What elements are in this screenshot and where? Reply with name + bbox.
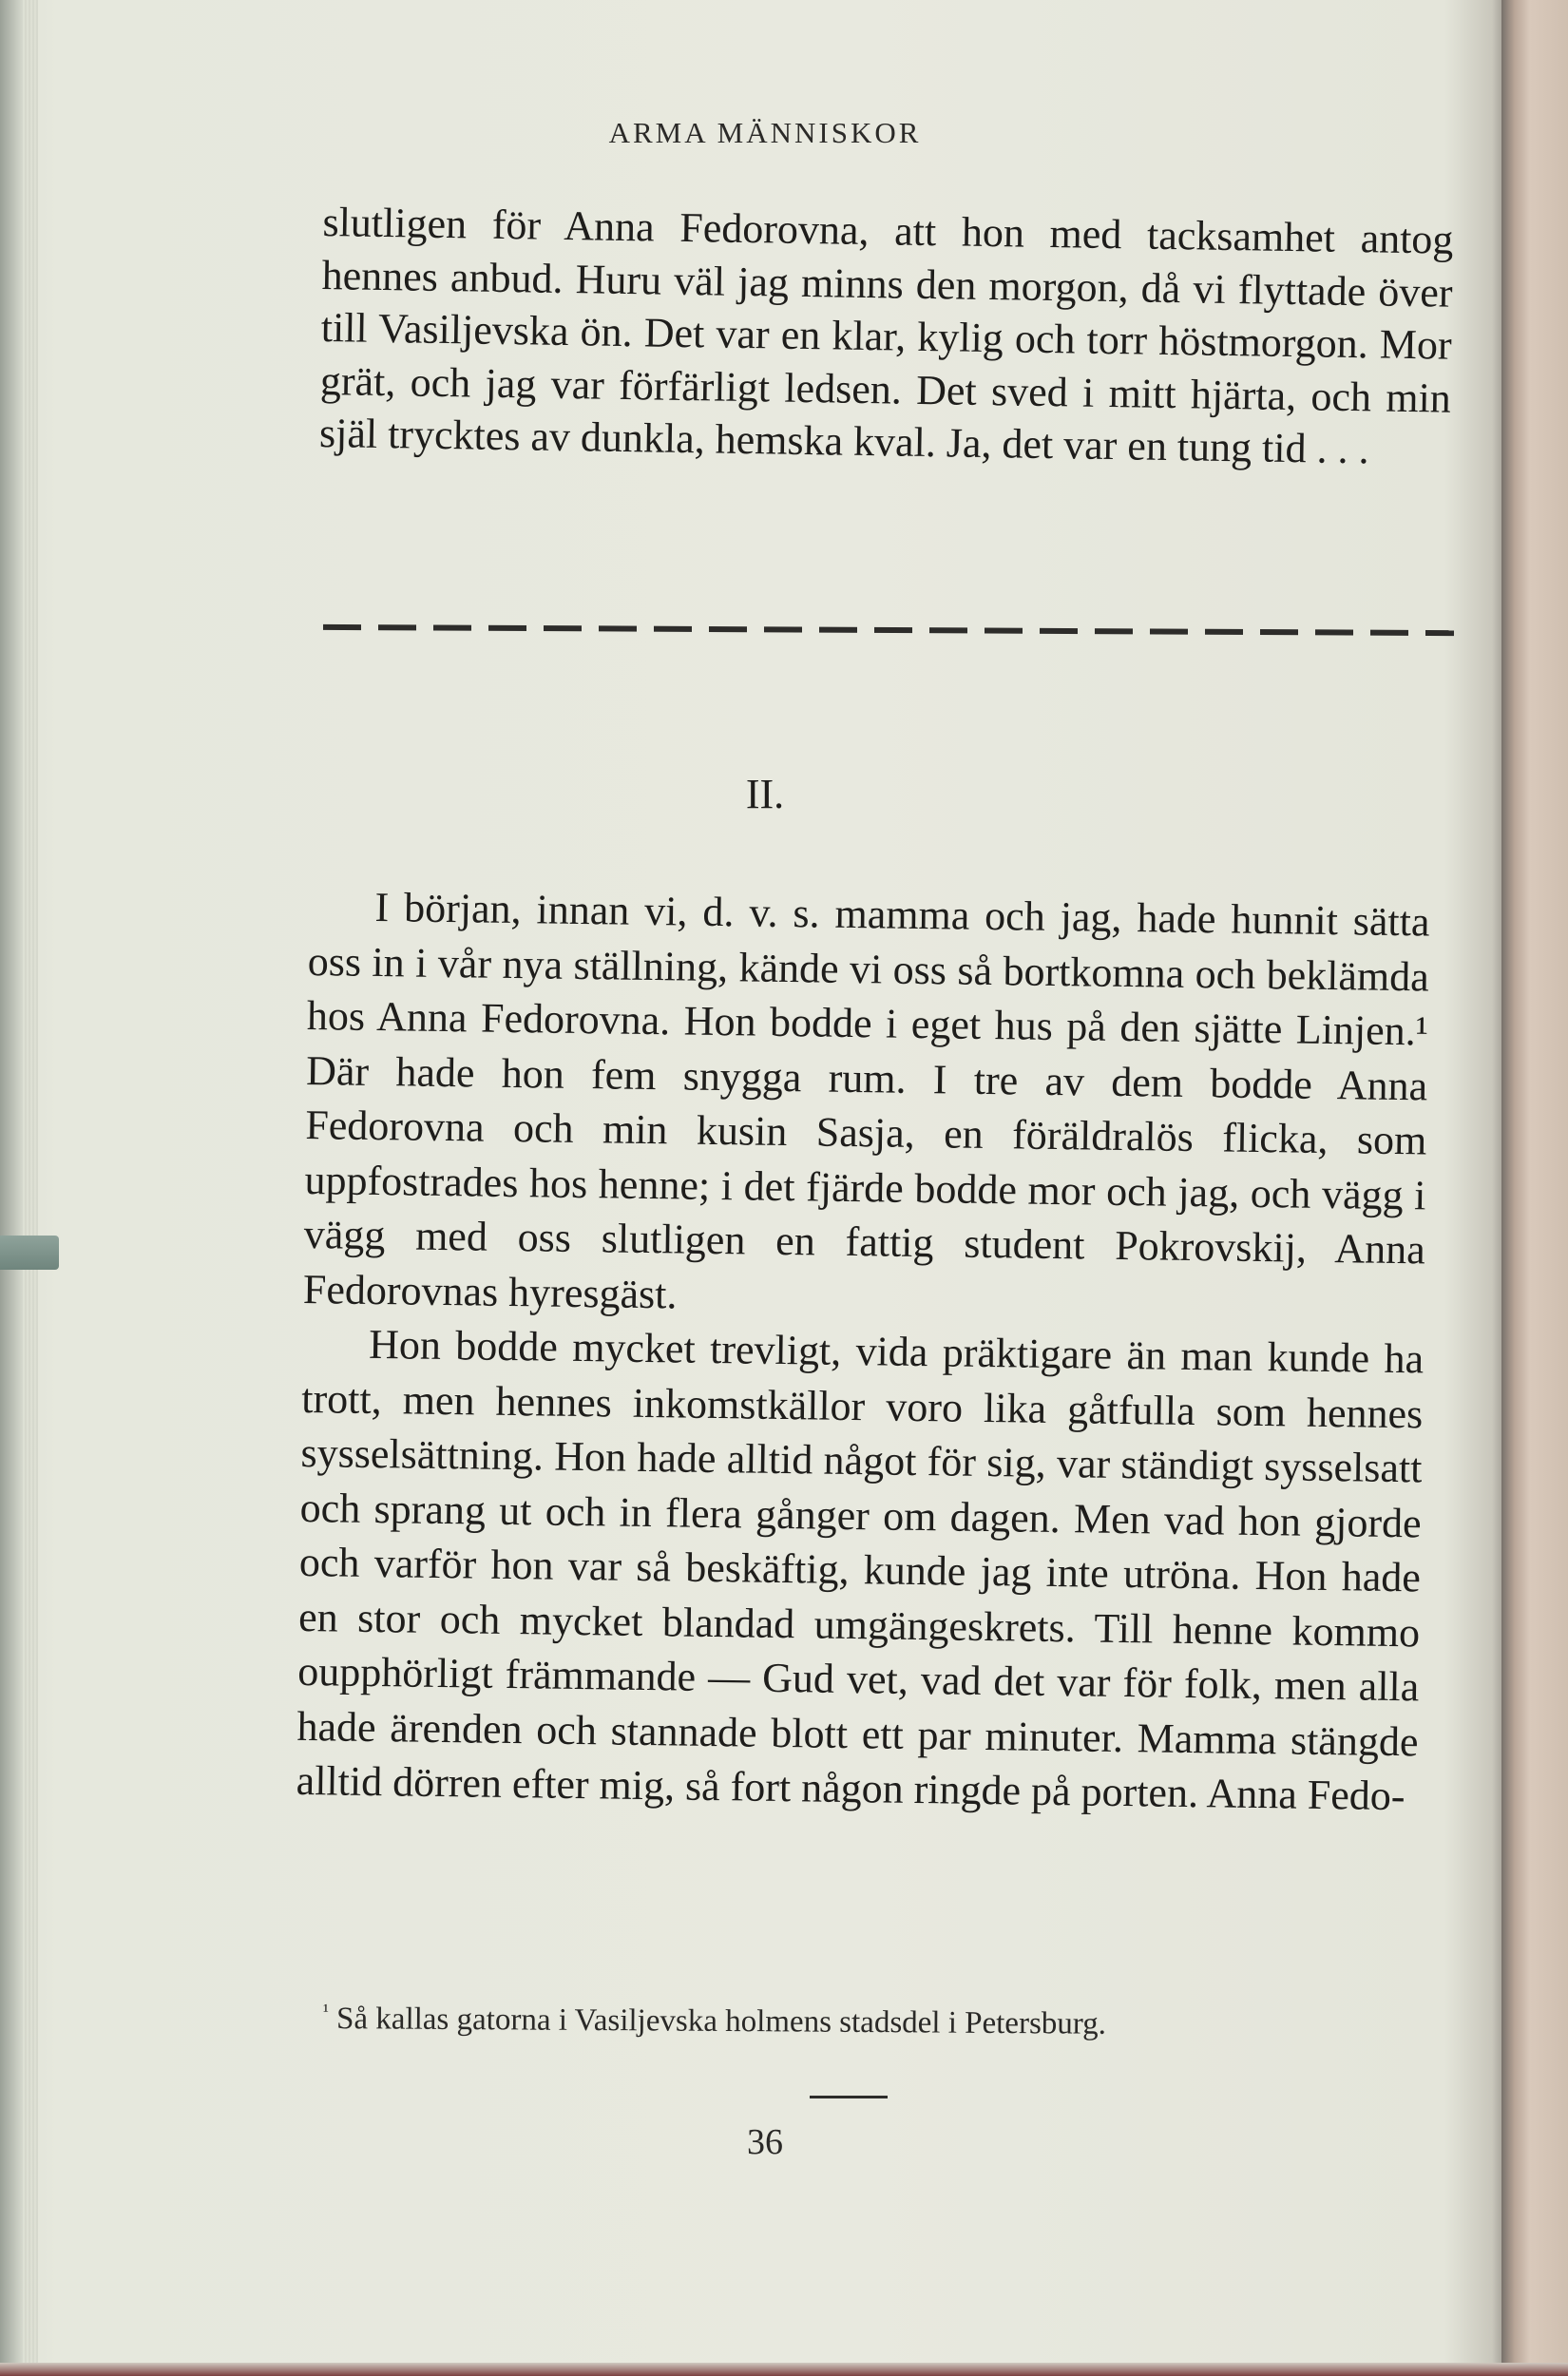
footnote-text: Så kallas gatorna i Vasiljevska holmens stadsdel i Petersburg. [335, 2002, 1107, 2041]
footnote [323, 2001, 1425, 2044]
running-head: ARMA MÄNNISKOR [608, 116, 922, 149]
page-edges [23, 0, 38, 2376]
section-divider [323, 624, 1454, 636]
page-number: 36 [747, 2122, 783, 2162]
paragraph: I början, innan vi, d. v. s. mamma och jag, hade hunnit sätta oss in i vår nya ställning, kände vi oss så bortkomna och beklämda hos Anna Fedorovna. Hon bodde i eget hus på den sjätte Linjen.¹ Där hade hon fem snygga rum. I tre av dem bodde Anna Fedorovna och min kusin Sasja, en föräldralös flicka, som uppfostrades hos henne; i det fjärde bodde mor och jag, och vägg i vägg med oss slutligen en fattig student Pokrovskij, Anna Fedorovnas hyresgäst. [302, 883, 1430, 1317]
footnote-marker: ¹ [322, 2001, 329, 2022]
book-page [38, 0, 1492, 2376]
paragraph: Hon bodde mycket trevligt, vida präktigare än man kunde ha trott, men hennes inkomstkällor voro lika gåtfulla som hennes sysselsättning. Hon hade alltid något för sig, var ständigt sysselsatt och sprang ut och in flera gånger om dagen. Men vad hon gjorde och varför hon var så beskäftig, kunde jag inte utröna. Hon hade en stor och mycket blandad umgängeskrets. Till henne kommo oupphörligt främmande — Gud vet, vad det var för folk, men alla hade ärenden och stannade blott ett par minuter. Mamma stängde alltid dörren efter mig, så fort någon ringde på porten. Anna Fedo- [296, 1320, 1425, 1820]
section-two-text [296, 879, 1430, 1824]
book-cover-edge [1501, 0, 1568, 2376]
paragraph: slutligen för Anna Fedorovna, att hon med tacksamhet antog hennes anbud. Huru väl jag minns den morgon, då vi flyttade över till Vasiljevska ön. Det var en klar, kylig och torr höstmorgon. Mor grät, och jag var förfärligt ledsen. Det sved i mitt hjärta, och min själ trycktes av dunkla, hemska kval. Ja, det var en tung tid . . . [318, 198, 1454, 473]
book-gutter [0, 0, 23, 2376]
folio-rule [810, 2096, 888, 2098]
section-heading: II. [745, 771, 785, 817]
section-one-text [319, 196, 1454, 477]
